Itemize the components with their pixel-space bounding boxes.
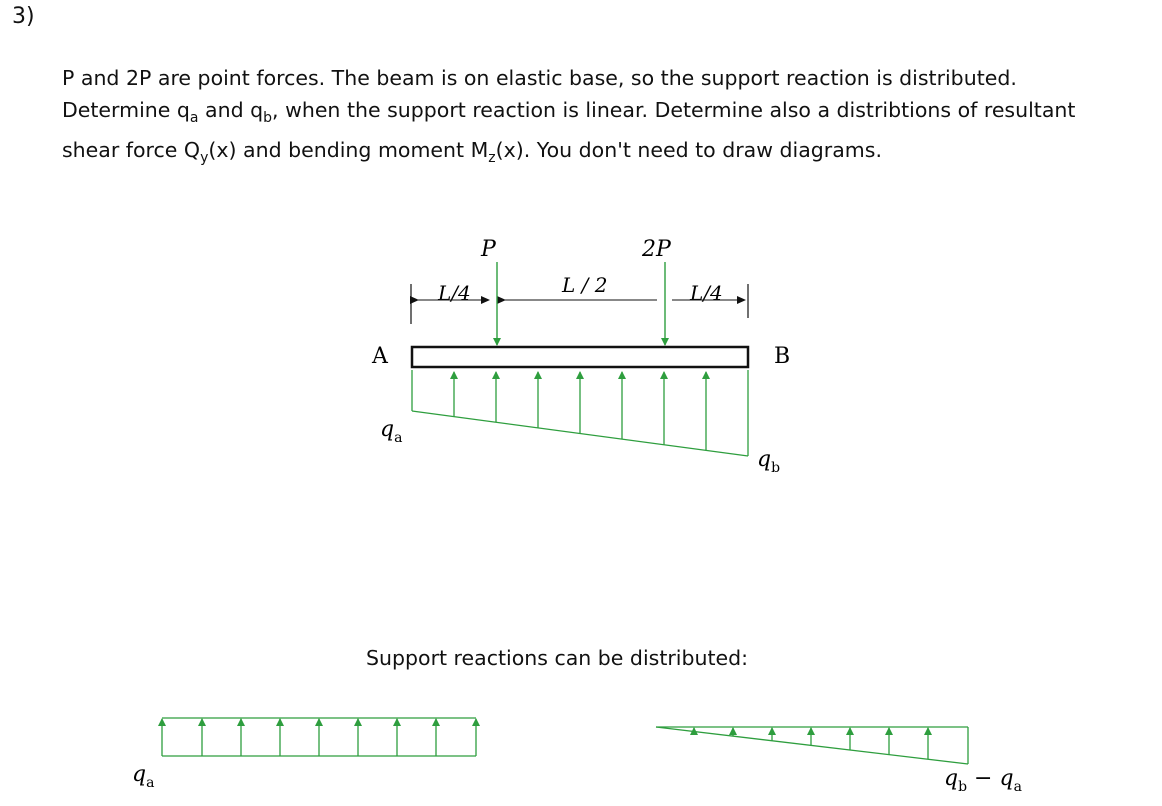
q-symbol: q: [380, 417, 395, 442]
q-subscript: a: [394, 430, 403, 446]
beam: [412, 347, 748, 367]
q-symbol: q: [757, 447, 772, 472]
triangular-distribution-sketch: [656, 727, 968, 764]
subscript: y: [200, 150, 209, 166]
text: (x) and bending moment M: [208, 138, 489, 162]
q-subscript: a: [146, 775, 155, 791]
q-symbol: q: [999, 766, 1014, 791]
q-symbol: q: [944, 766, 959, 791]
statement-line-1: P and 2P are point forces. The beam is on elastic base, so the support reaction is distributed.: [62, 66, 1017, 90]
triangle-slope-line: [656, 727, 968, 764]
bottom-qa-label: [132, 762, 154, 791]
force-p-label: P: [481, 237, 496, 262]
q-symbol: q: [132, 762, 147, 787]
text: Determine q: [62, 98, 190, 122]
end-b-label: B: [774, 344, 791, 369]
end-a-label: A: [372, 344, 388, 369]
dim-right-label: L/4: [690, 281, 723, 305]
subscript: a: [189, 110, 199, 126]
qb-label: [757, 447, 780, 476]
minus-sign: −: [967, 766, 1000, 791]
dim-mid-label: L / 2: [562, 273, 608, 297]
problem-number: 3): [12, 4, 35, 29]
support-reactions-caption: Support reactions can be distributed:: [366, 646, 749, 670]
bottom-qb-minus-qa-label: [944, 766, 1022, 795]
subscript: z: [488, 150, 496, 166]
uniform-distribution-sketch: [162, 718, 476, 756]
text: and q: [198, 98, 264, 122]
dim-left-label: L/4: [438, 281, 471, 305]
q-subscript: a: [1013, 779, 1022, 795]
text: shear force Q: [62, 138, 201, 162]
subscript: b: [263, 110, 273, 126]
text: (x). You don't need to draw diagrams.: [495, 138, 882, 162]
force-2p-label: 2P: [642, 237, 671, 262]
q-subscript: b: [958, 779, 968, 795]
q-subscript: b: [771, 460, 781, 476]
qa-label: [380, 417, 402, 446]
text: , when the support reaction is linear. Determine also a distribtions of resultant: [272, 98, 1076, 122]
